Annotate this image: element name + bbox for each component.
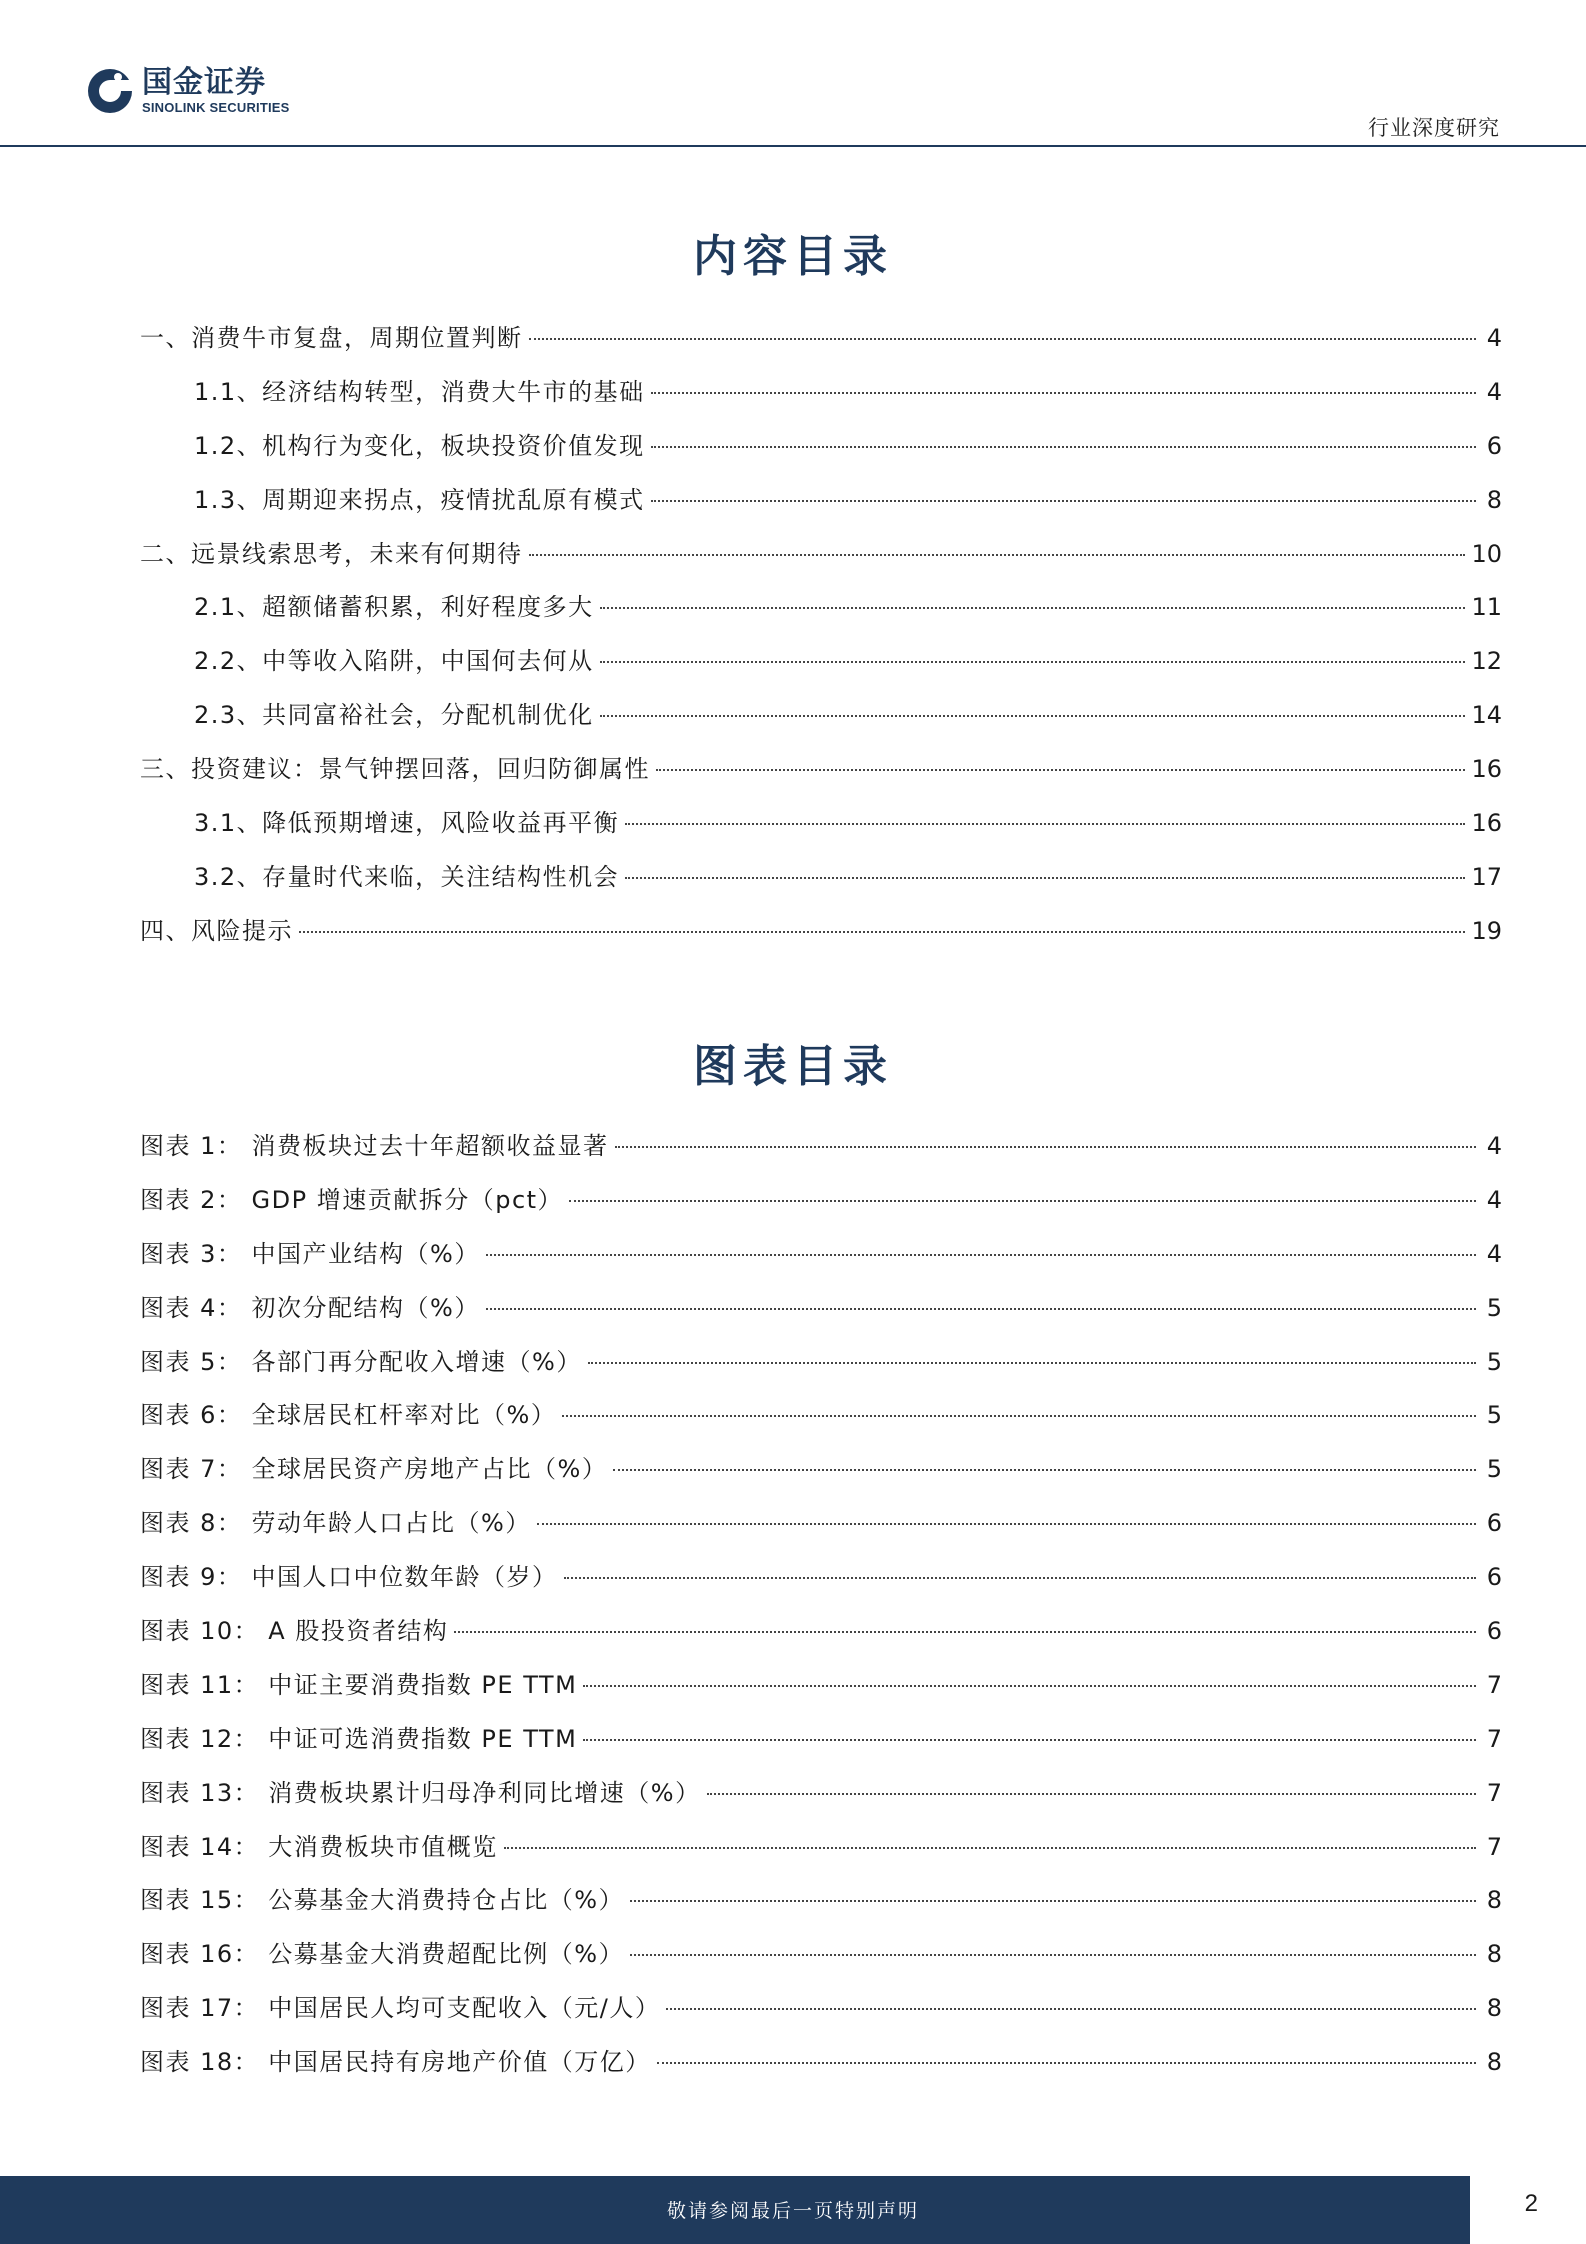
figure-entry[interactable] (140, 1454, 1502, 1508)
dot-leader (562, 1415, 1476, 1417)
dot-leader (583, 1739, 1476, 1741)
toc-entry[interactable] (140, 700, 1502, 754)
toc-entry[interactable] (140, 539, 1502, 593)
figure-entry-page: 5 (1486, 1455, 1502, 1484)
figure-entry-text: 图表 13： 消费板块累计归母净利同比增速（%） (140, 1778, 701, 1807)
dot-leader (651, 392, 1476, 394)
company-logo (86, 66, 290, 116)
figure-entry-text: 图表 9： 中国人口中位数年龄（岁） (140, 1563, 558, 1592)
figure-entry-text: 图表 5： 各部门再分配收入增速（%） (140, 1347, 582, 1376)
toc-entry-page: 16 (1471, 809, 1502, 838)
dot-leader (454, 1631, 1476, 1633)
figure-entry-page: 7 (1486, 1724, 1502, 1753)
toc-entry[interactable] (140, 916, 1502, 970)
dot-leader (600, 715, 1466, 717)
toc-entry[interactable] (140, 377, 1502, 431)
toc-entry-text: 1.1、经济结构转型，消费大牛市的基础 (194, 377, 645, 406)
dot-leader (630, 1900, 1476, 1902)
toc-entry[interactable] (140, 592, 1502, 646)
dot-leader (625, 877, 1465, 879)
toc-entry-page: 17 (1471, 862, 1502, 891)
dot-leader (486, 1254, 1476, 1256)
dot-leader (651, 500, 1476, 502)
toc-entry-page: 19 (1471, 916, 1502, 945)
figure-entry[interactable] (140, 1347, 1502, 1401)
toc-entry-page: 8 (1486, 485, 1502, 514)
toc-entry[interactable] (140, 485, 1502, 539)
dot-leader (657, 2062, 1476, 2064)
dot-leader (613, 1469, 1476, 1471)
toc-entry-text: 三、投资建议：景气钟摆回落，回归防御属性 (140, 755, 650, 784)
toc-entry-text: 1.2、机构行为变化，板块投资价值发现 (194, 431, 645, 460)
figure-entry-page: 7 (1486, 1832, 1502, 1861)
toc-entry[interactable] (140, 862, 1502, 916)
dot-leader (600, 661, 1466, 663)
figure-entry-text: 图表 14： 大消费板块市值概览 (140, 1832, 498, 1861)
figure-entry-page: 8 (1486, 1994, 1502, 2023)
figure-entry-text: 图表 8： 劳动年龄人口占比（%） (140, 1509, 531, 1538)
figure-entry[interactable] (140, 1832, 1502, 1886)
dot-leader (588, 1362, 1476, 1364)
dot-leader (625, 823, 1465, 825)
logo-mark-icon (86, 67, 134, 115)
figure-entry-page: 7 (1486, 1670, 1502, 1699)
toc-entry-page: 14 (1471, 701, 1502, 730)
toc-entry-page: 10 (1471, 539, 1502, 568)
figure-entry[interactable] (140, 1239, 1502, 1293)
toc-entry-page: 12 (1471, 647, 1502, 676)
dot-leader (299, 931, 1465, 933)
dot-leader (529, 554, 1466, 556)
dot-leader (537, 1523, 1476, 1525)
figure-entry-text: 图表 18： 中国居民持有房地产价值（万亿） (140, 2048, 651, 2077)
figure-entry[interactable] (140, 1670, 1502, 1724)
figure-entry-page: 6 (1486, 1563, 1502, 1592)
figure-entry-text: 图表 17： 中国居民人均可支配收入（元/人） (140, 1994, 661, 2023)
toc-list (140, 323, 1502, 970)
figure-entry-text: 图表 10： A 股投资者结构 (140, 1617, 449, 1646)
dot-leader (707, 1793, 1476, 1795)
figure-entry-text: 图表 1： 消费板块过去十年超额收益显著 (140, 1132, 609, 1160)
figure-entry-text: 图表 6： 全球居民杠杆率对比（%） (140, 1401, 557, 1430)
toc-entry-text: 二、远景线索思考，未来有何期待 (140, 539, 523, 568)
figure-entry-text: 图表 7： 全球居民资产房地产占比（%） (140, 1455, 608, 1484)
toc-entry-text: 2.2、中等收入陷阱，中国何去何从 (194, 647, 594, 676)
figure-entry-page: 8 (1486, 1940, 1502, 1969)
page-number: 2 (1524, 2190, 1538, 2217)
report-type-label: 行业深度研究 (1368, 116, 1500, 140)
figure-entry-text: 图表 15： 公募基金大消费持仓占比（%） (140, 1886, 625, 1915)
figure-entry[interactable] (140, 1400, 1502, 1454)
figure-entry-page: 7 (1486, 1778, 1502, 1807)
figure-entry-page: 4 (1486, 1239, 1502, 1268)
dot-leader (504, 1847, 1476, 1849)
figure-entry-text: 图表 2： GDP 增速贡献拆分（pct） (140, 1185, 564, 1214)
dot-leader (529, 338, 1477, 340)
figure-entry[interactable] (140, 1293, 1502, 1347)
toc-entry-text: 3.2、存量时代来临，关注结构性机会 (194, 862, 620, 891)
figure-entry[interactable] (140, 1724, 1502, 1778)
toc-entry-text: 3.1、降低预期增速，风险收益再平衡 (194, 809, 620, 838)
footer-disclaimer: 敬请参阅最后一页特别声明 (666, 2200, 919, 2222)
figure-entry[interactable] (140, 1562, 1502, 1616)
figure-entry-text: 图表 12： 中证可选消费指数 PE TTM (140, 1724, 578, 1753)
toc-entry-page: 6 (1486, 431, 1502, 460)
toc-entry-page: 4 (1486, 324, 1502, 352)
figure-entry-page: 5 (1486, 1293, 1502, 1322)
figure-entry-page: 6 (1486, 1617, 1502, 1646)
toc-entry[interactable] (140, 646, 1502, 700)
toc-entry[interactable] (140, 754, 1502, 808)
dot-leader (486, 1308, 1476, 1310)
figure-entry-text: 图表 4： 初次分配结构（%） (140, 1293, 480, 1322)
figure-entry[interactable] (140, 1185, 1502, 1239)
toc-title: 内容目录 (693, 231, 893, 282)
toc-entry-page: 16 (1471, 755, 1502, 784)
toc-entry-text: 2.1、超额储蓄积累，利好程度多大 (194, 593, 594, 622)
logo-name-en: SINOLINK SECURITIES (142, 100, 290, 115)
toc-entry-page: 11 (1471, 593, 1502, 622)
dot-leader (564, 1577, 1476, 1579)
header-divider (0, 145, 1586, 147)
figure-entry-text: 图表 16： 公募基金大消费超配比例（%） (140, 1940, 625, 1969)
figure-entry[interactable] (140, 1616, 1502, 1670)
figure-entry-text: 图表 3： 中国产业结构（%） (140, 1239, 480, 1268)
toc-entry[interactable] (140, 431, 1502, 485)
figure-entry-page: 5 (1486, 1401, 1502, 1430)
figure-entry-text: 图表 11： 中证主要消费指数 PE TTM (140, 1670, 578, 1699)
figure-entry-page: 5 (1486, 1347, 1502, 1376)
toc-entry-text: 一、消费牛市复盘，周期位置判断 (140, 324, 523, 352)
figure-entry-page: 8 (1486, 1886, 1502, 1915)
toc-entry-text: 1.3、周期迎来拐点，疫情扰乱原有模式 (194, 485, 645, 514)
figure-entry[interactable] (140, 1508, 1502, 1562)
dot-leader (615, 1146, 1476, 1148)
toc-entry[interactable] (140, 808, 1502, 862)
toc-entry[interactable] (140, 323, 1502, 377)
figure-list-title: 图表目录 (693, 1041, 893, 1092)
toc-entry-text: 2.3、共同富裕社会，分配机制优化 (194, 701, 594, 730)
dot-leader (630, 1954, 1476, 1956)
dot-leader (651, 446, 1476, 448)
figure-entry[interactable] (140, 1939, 1502, 1993)
dot-leader (666, 2008, 1476, 2010)
figure-entry-page: 8 (1486, 2048, 1502, 2077)
dot-leader (600, 607, 1466, 609)
toc-entry-page: 4 (1486, 377, 1502, 406)
logo-name-cn: 国金证券 (142, 65, 266, 100)
figure-list (140, 1131, 1502, 2101)
dot-leader (583, 1685, 1476, 1687)
figure-entry[interactable] (140, 1131, 1502, 1185)
figure-entry[interactable] (140, 2047, 1502, 2101)
figure-entry-page: 4 (1486, 1132, 1502, 1160)
dot-leader (569, 1200, 1476, 1202)
figure-entry-page: 6 (1486, 1509, 1502, 1538)
figure-entry[interactable] (140, 1885, 1502, 1939)
figure-entry[interactable] (140, 1993, 1502, 2047)
toc-entry-text: 四、风险提示 (140, 916, 293, 945)
figure-entry-page: 4 (1486, 1185, 1502, 1214)
figure-entry[interactable] (140, 1778, 1502, 1832)
dot-leader (656, 769, 1465, 771)
